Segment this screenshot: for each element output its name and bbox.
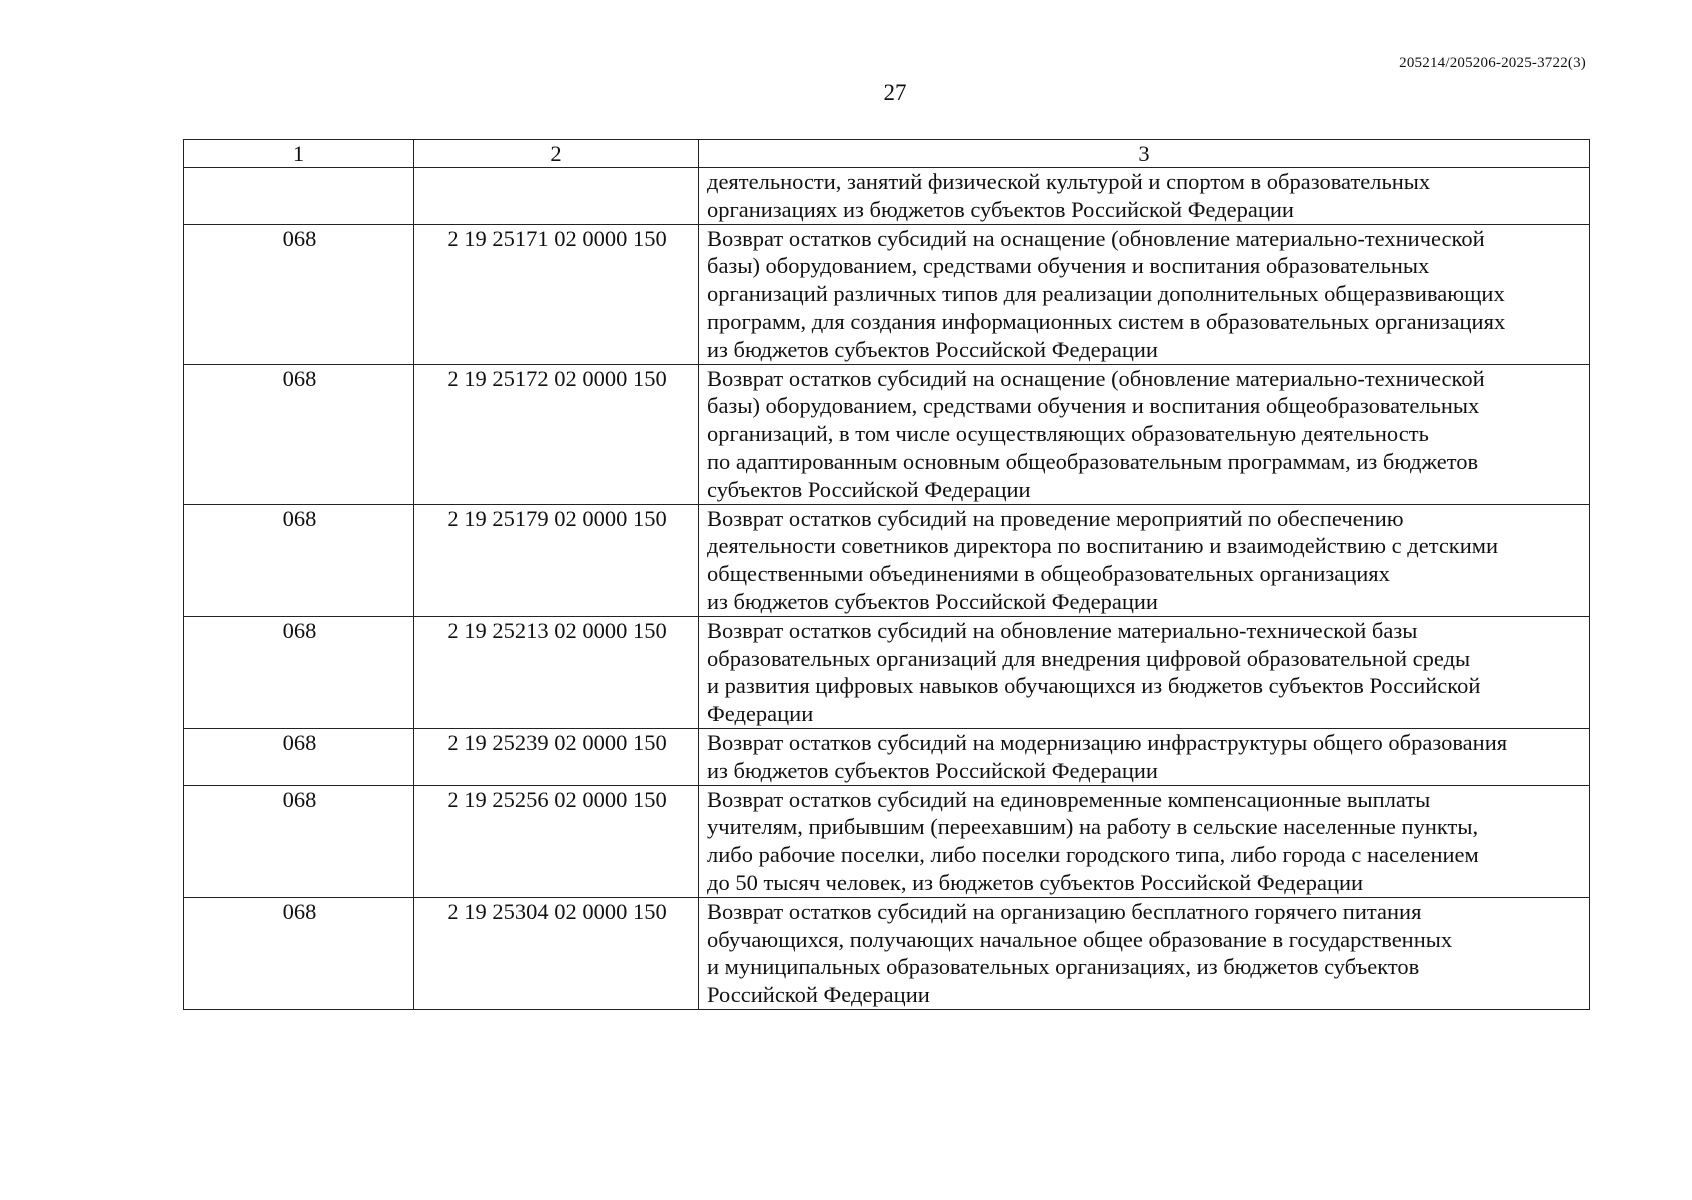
table-row xyxy=(184,504,1590,616)
description-line: деятельности, занятий физической культурой и спортом в образовательных xyxy=(707,169,1431,194)
budget-code-cell: 2 19 25172 02 0000 150 xyxy=(414,364,699,504)
description-cell xyxy=(699,168,1590,225)
table-row xyxy=(184,224,1590,364)
description-cell xyxy=(699,728,1590,785)
description-line: организаций, в том числе осуществляющих образовательную деятельность xyxy=(707,421,1429,447)
description-line: Возврат остатков субсидий на проведение мероприятий по обеспечению xyxy=(707,505,1404,531)
description-line: учителям, прибывшим (переехавшим) на работу в сельские населенные пункты, xyxy=(707,814,1479,840)
description-line: образовательных организаций для внедрения цифровой образовательной среды xyxy=(707,645,1471,671)
description-line: и развития цифровых навыков обучающихся из бюджетов субъектов Российской xyxy=(707,673,1481,699)
table-body xyxy=(184,168,1590,1010)
description-line: Возврат остатков субсидий на модернизацию инфраструктуры общего образования xyxy=(707,729,1508,755)
description-cell xyxy=(699,364,1590,504)
table-row xyxy=(184,897,1590,1009)
description-line: Возврат остатков субсидий на оснащение (обновление материально-технической xyxy=(707,365,1485,391)
column-number-row xyxy=(184,140,1590,168)
column-header-2: 2 xyxy=(414,140,699,168)
budget-code-cell: 2 19 25171 02 0000 150 xyxy=(414,224,699,364)
budget-code-cell: 2 19 25304 02 0000 150 xyxy=(414,897,699,1009)
admin-code-cell: 068 xyxy=(184,504,414,616)
admin-code-cell: 068 xyxy=(184,728,414,785)
description-line: общественными объединениями в общеобразовательных организациях xyxy=(707,561,1390,587)
document-id: 205214/205206-2025-3722(3) xyxy=(1399,55,1586,71)
budget-code-cell: 2 19 25256 02 0000 150 xyxy=(414,785,699,897)
description-line: Возврат остатков субсидий на оснащение (обновление материально-технической xyxy=(707,225,1485,251)
description-line: либо рабочие поселки, либо поселки городского типа, либо города с населением xyxy=(707,842,1479,868)
description-cell xyxy=(699,224,1590,364)
admin-code-cell: 068 xyxy=(184,616,414,728)
description-line: и муниципальных образовательных организациях, из бюджетов субъектов xyxy=(707,954,1420,980)
description-line: программ, для создания информационных систем в образовательных организациях xyxy=(707,308,1506,334)
table-row xyxy=(184,364,1590,504)
admin-code-cell: 068 xyxy=(184,224,414,364)
admin-code-cell xyxy=(184,168,414,225)
admin-code-cell: 068 xyxy=(184,785,414,897)
description-line: базы) оборудованием, средствами обучения и воспитания общеобразовательных xyxy=(707,393,1480,419)
description-line: из бюджетов субъектов Российской Федерации xyxy=(707,588,1158,614)
page-number: 27 xyxy=(883,80,907,105)
description-line: Возврат остатков субсидий на организацию бесплатного горячего питания xyxy=(707,898,1422,924)
table-row xyxy=(184,168,1590,225)
description-cell xyxy=(699,897,1590,1009)
description-line: субъектов Российской Федерации xyxy=(707,476,1031,502)
budget-code-cell xyxy=(414,168,699,225)
column-header-3: 3 xyxy=(699,140,1590,168)
budget-code-cell: 2 19 25239 02 0000 150 xyxy=(414,728,699,785)
description-line: организациях из бюджетов субъектов Российской Федерации xyxy=(707,196,1294,222)
description-line: из бюджетов субъектов Российской Федерации xyxy=(707,757,1158,783)
description-line: из бюджетов субъектов Российской Федерации xyxy=(707,336,1158,362)
description-line: по адаптированным основным общеобразовательным программам, из бюджетов xyxy=(707,448,1479,474)
description-line: организаций различных типов для реализации дополнительных общеразвивающих xyxy=(707,281,1505,307)
description-line: Российской Федерации xyxy=(707,982,930,1008)
description-line: Возврат остатков субсидий на единовременные компенсационные выплаты xyxy=(707,786,1431,812)
table-row xyxy=(184,616,1590,728)
table-header xyxy=(184,140,1590,168)
description-line: до 50 тысяч человек, из бюджетов субъектов Российской Федерации xyxy=(707,869,1364,895)
description-line: базы) оборудованием, средствами обучения и воспитания образовательных xyxy=(707,253,1430,279)
description-cell xyxy=(699,785,1590,897)
budget-codes-table xyxy=(183,139,1590,1010)
description-line: деятельности советников директора по воспитанию и взаимодействию с детскими xyxy=(707,533,1499,559)
admin-code-cell: 068 xyxy=(184,897,414,1009)
budget-code-cell: 2 19 25213 02 0000 150 xyxy=(414,616,699,728)
column-header-1: 1 xyxy=(184,140,414,168)
budget-code-cell: 2 19 25179 02 0000 150 xyxy=(414,504,699,616)
description-cell xyxy=(699,616,1590,728)
admin-code-cell: 068 xyxy=(184,364,414,504)
description-line: обучающихся, получающих начальное общее образование в государственных xyxy=(707,926,1453,952)
table-row xyxy=(184,785,1590,897)
description-line: Возврат остатков субсидий на обновление материально-технической базы xyxy=(707,617,1418,643)
description-cell xyxy=(699,504,1590,616)
table-row xyxy=(184,728,1590,785)
description-line: Федерации xyxy=(707,701,814,727)
